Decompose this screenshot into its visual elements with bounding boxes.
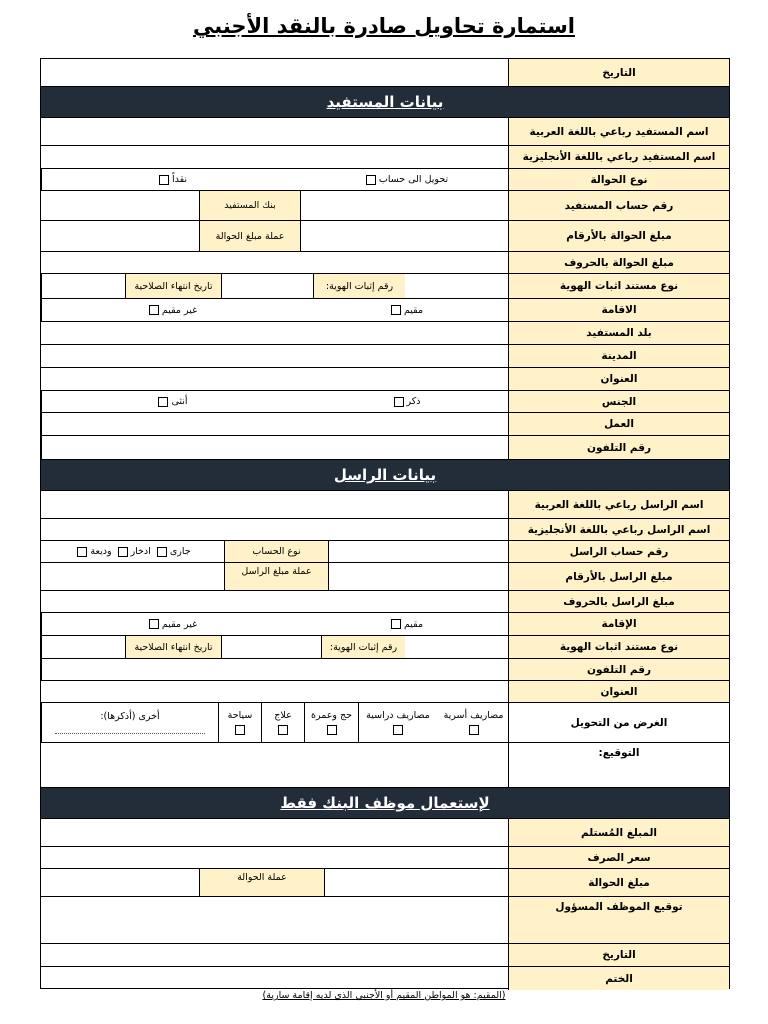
sender-residency-label: الإقامة xyxy=(508,613,729,635)
option-transfer-account[interactable] xyxy=(301,169,510,190)
purpose-other-label: أخرى (أذكرها): xyxy=(100,711,160,722)
option-female-label: أنثى xyxy=(171,396,188,407)
option-cash-label: نقداً xyxy=(171,174,188,185)
sender-account-field[interactable] xyxy=(329,541,510,562)
bank-date-label: التاريخ xyxy=(508,944,729,966)
row-sender-address xyxy=(41,681,729,703)
row-exchange-rate xyxy=(41,847,729,869)
section-sender: بيانات الراسل xyxy=(41,460,729,491)
purpose-option-0[interactable] xyxy=(437,703,510,742)
sender-id-type-label: نوع مستند اثبات الهوية xyxy=(508,636,729,658)
signature-label: التوقيع: xyxy=(508,743,729,787)
row-sender-phone xyxy=(41,659,729,681)
purpose-option-1[interactable] xyxy=(358,703,437,742)
option-non-resident[interactable] xyxy=(41,299,301,321)
purpose-label-1: مصاريف دراسية xyxy=(366,710,430,721)
checkbox-purpose-1[interactable] xyxy=(393,725,403,735)
checkbox-male[interactable] xyxy=(394,397,404,407)
checkbox-purpose-4[interactable] xyxy=(235,725,245,735)
work-field[interactable] xyxy=(301,413,510,435)
purpose-label-2: حج وعمرة xyxy=(311,710,352,721)
transfer-amount-field[interactable] xyxy=(325,869,510,896)
option-sender-non-resident-label: غير مقيم xyxy=(161,618,198,630)
exchange-rate-field[interactable] xyxy=(41,847,510,868)
row-phone xyxy=(41,436,729,460)
footnote: (المقيم: هو المواطن المقيم أو الأجنبي الذي لديه إقامة سارية) xyxy=(262,990,506,1001)
sender-expiry-date-label: تاريخ انتهاء الصلاحية xyxy=(125,636,221,658)
stamp-field[interactable] xyxy=(41,967,510,990)
sender-address-field[interactable] xyxy=(41,681,510,702)
transfer-amount-label: مبلغ الحوالة xyxy=(508,869,729,896)
transfer-form xyxy=(40,58,730,989)
section-beneficiary: بيانات المستفيد xyxy=(41,87,729,118)
checkbox-resident[interactable] xyxy=(391,305,401,315)
sender-name-ar-label: اسم الراسل رباعي باللغة العربية xyxy=(508,491,729,518)
gender-label: الجنس xyxy=(508,391,729,412)
amount-digits-label: مبلغ الحوالة بالأرقام xyxy=(508,221,729,251)
beneficiary-account-label: رقم حساب المستفيد xyxy=(508,191,729,220)
officer-signature-field[interactable] xyxy=(41,897,510,943)
purpose-option-4[interactable] xyxy=(218,703,261,742)
checkbox-transfer-account[interactable] xyxy=(366,175,376,185)
row-bank-date xyxy=(41,944,729,967)
form-title: استمارة تحاويل صادرة بالنقد الأجنبي xyxy=(193,14,575,38)
sender-currency-label: عملة مبلغ الراسل xyxy=(224,563,329,590)
address-field[interactable] xyxy=(41,368,510,390)
amount-digits-field[interactable] xyxy=(301,221,510,251)
beneficiary-name-en-label: اسم المستفيد رباعي باللغة الأنجليزية xyxy=(508,146,729,168)
bank-transfer-currency-label: عملة الحوالة xyxy=(199,869,325,896)
phone-field[interactable] xyxy=(301,436,510,459)
checkbox-purpose-3[interactable] xyxy=(278,725,288,735)
work-extra-field[interactable] xyxy=(41,413,301,435)
sender-name-en-label: اسم الراسل رباعي باللغة الأنجليزية xyxy=(508,519,729,540)
row-sender-name-ar xyxy=(41,491,729,519)
row-purpose xyxy=(41,703,729,743)
row-transfer-amount xyxy=(41,869,729,897)
address-label: العنوان xyxy=(508,368,729,390)
sender-id-number-field[interactable] xyxy=(221,636,321,658)
row-stamp xyxy=(41,967,729,990)
transfer-currency-field[interactable] xyxy=(41,221,199,251)
beneficiary-name-ar-field[interactable] xyxy=(41,118,510,145)
sender-address-label: العنوان xyxy=(508,681,729,702)
row-officer-signature xyxy=(41,897,729,944)
checkbox-cash[interactable] xyxy=(159,175,169,185)
row-sender-account xyxy=(41,541,729,563)
row-beneficiary-name-en xyxy=(41,146,729,169)
transfer-type-label: نوع الحوالة xyxy=(508,169,729,190)
checkbox-deposit[interactable] xyxy=(77,547,87,557)
option-current-label: جارى xyxy=(169,546,191,557)
id-number-label: رقم إثبات الهوية: xyxy=(313,274,405,298)
row-transfer-type xyxy=(41,169,729,191)
beneficiary-name-ar-label: اسم المستفيد رباعي باللغة العربية xyxy=(508,118,729,145)
option-deposit-label: وديعة xyxy=(90,546,112,557)
id-type-label: نوع مستند اثبات الهوية xyxy=(508,274,729,298)
row-gender xyxy=(41,391,729,413)
row-work xyxy=(41,413,729,436)
sender-account-label: رقم حساب الراسل xyxy=(508,541,729,562)
option-male[interactable] xyxy=(301,391,510,412)
checkbox-sender-resident[interactable] xyxy=(391,619,401,629)
row-signature xyxy=(41,743,729,788)
purpose-option-3[interactable] xyxy=(261,703,304,742)
date-field[interactable] xyxy=(41,59,510,86)
purpose-label-0: مصاريف أسرية xyxy=(443,710,504,721)
checkbox-sender-non-resident[interactable] xyxy=(149,619,159,629)
row-date xyxy=(41,59,729,87)
beneficiary-bank-field[interactable] xyxy=(41,191,199,220)
sender-expiry-date-field[interactable] xyxy=(41,636,125,658)
sender-name-ar-field[interactable] xyxy=(41,491,510,518)
checkbox-purpose-2[interactable] xyxy=(327,725,337,735)
beneficiary-country-field[interactable] xyxy=(41,322,510,344)
option-resident-label: مقيم xyxy=(403,304,424,316)
residency-label: الاقامة xyxy=(508,299,729,321)
option-transfer-account-label: تحويل الى حساب xyxy=(378,174,449,185)
option-sender-resident-label: مقيم xyxy=(403,618,424,630)
beneficiary-bank-label: بنك المستفيد xyxy=(199,191,301,220)
option-sender-non-resident[interactable] xyxy=(41,613,301,635)
amount-words-label: مبلغ الحوالة بالحروف xyxy=(508,252,729,273)
row-city xyxy=(41,345,729,368)
option-non-resident-label: غير مقيم xyxy=(161,304,198,316)
beneficiary-account-field[interactable] xyxy=(301,191,510,220)
stamp-label: الختم xyxy=(508,967,729,990)
purpose-other[interactable] xyxy=(41,703,218,742)
id-number-field[interactable] xyxy=(221,274,313,298)
option-male-label: ذكر xyxy=(406,396,421,407)
row-residency xyxy=(41,299,729,322)
row-amount-received xyxy=(41,819,729,847)
bank-transfer-currency-field[interactable] xyxy=(41,869,199,896)
option-savings-label: ادخار xyxy=(130,546,151,557)
amount-received-label: المبلغ المُستلم xyxy=(508,819,729,846)
sender-currency-field[interactable] xyxy=(41,563,224,590)
sender-phone-extra-field[interactable] xyxy=(41,659,301,680)
checkbox-female[interactable] xyxy=(158,397,168,407)
row-amount-digits xyxy=(41,221,729,252)
sender-phone-label: رقم التلفون xyxy=(508,659,729,680)
checkbox-purpose-0[interactable] xyxy=(469,725,479,735)
account-type-label: نوع الحساب xyxy=(224,541,329,562)
amount-received-field[interactable] xyxy=(41,819,510,846)
id-type-field[interactable] xyxy=(405,274,510,298)
row-sender-amount-digits xyxy=(41,563,729,591)
checkbox-current[interactable] xyxy=(157,547,167,557)
option-cash[interactable] xyxy=(41,169,301,190)
work-label: العمل xyxy=(508,413,729,435)
date-label: التاريخ xyxy=(508,59,729,86)
sender-id-type-field[interactable] xyxy=(405,636,510,658)
sender-amount-digits-label: مبلغ الراسل بالأرقام xyxy=(508,563,729,590)
sender-amount-words-field[interactable] xyxy=(41,591,510,612)
option-female[interactable] xyxy=(41,391,301,412)
checkbox-non-resident[interactable] xyxy=(149,305,159,315)
row-sender-id-type xyxy=(41,636,729,659)
row-address xyxy=(41,368,729,391)
section-bank-only: لإستعمال موظف البنك فقط xyxy=(41,788,729,819)
row-amount-words xyxy=(41,252,729,274)
beneficiary-name-en-field[interactable] xyxy=(41,146,510,168)
amount-words-field[interactable] xyxy=(41,252,510,273)
row-sender-residency xyxy=(41,613,729,636)
purpose-other-line[interactable] xyxy=(55,732,205,734)
row-sender-name-en xyxy=(41,519,729,541)
phone-label: رقم التلفون xyxy=(508,436,729,459)
expiry-date-label: تاريخ انتهاء الصلاحية xyxy=(125,274,221,298)
purpose-label-4: سياحة xyxy=(227,710,253,721)
officer-signature-label: توقيع الموظف المسؤول xyxy=(508,897,729,943)
purpose-label-3: علاج xyxy=(274,710,292,721)
sender-id-number-label: رقم إثبات الهوية: xyxy=(321,636,405,658)
expiry-date-field[interactable] xyxy=(41,274,125,298)
sender-amount-digits-field[interactable] xyxy=(329,563,510,590)
row-beneficiary-country xyxy=(41,322,729,345)
transfer-currency-label: عملة مبلغ الحوالة xyxy=(199,221,301,251)
city-field[interactable] xyxy=(41,345,510,367)
account-type-options xyxy=(41,541,224,562)
row-beneficiary-account xyxy=(41,191,729,221)
checkbox-savings[interactable] xyxy=(118,547,128,557)
signature-field[interactable] xyxy=(41,743,510,787)
phone-extra-field[interactable] xyxy=(41,436,301,459)
purpose-label: الغرض من التحويل xyxy=(508,703,729,742)
purpose-option-2[interactable] xyxy=(304,703,358,742)
exchange-rate-label: سعر الصرف xyxy=(508,847,729,868)
row-beneficiary-name-ar xyxy=(41,118,729,146)
row-id-type xyxy=(41,274,729,299)
bank-date-field[interactable] xyxy=(41,944,510,966)
sender-amount-words-label: مبلغ الراسل بالحروف xyxy=(508,591,729,612)
option-sender-resident[interactable] xyxy=(301,613,510,635)
option-resident[interactable] xyxy=(301,299,510,321)
sender-phone-field[interactable] xyxy=(301,659,510,680)
row-sender-amount-words xyxy=(41,591,729,613)
beneficiary-country-label: بلد المستفيد xyxy=(508,322,729,344)
sender-name-en-field[interactable] xyxy=(41,519,510,540)
city-label: المدينة xyxy=(508,345,729,367)
